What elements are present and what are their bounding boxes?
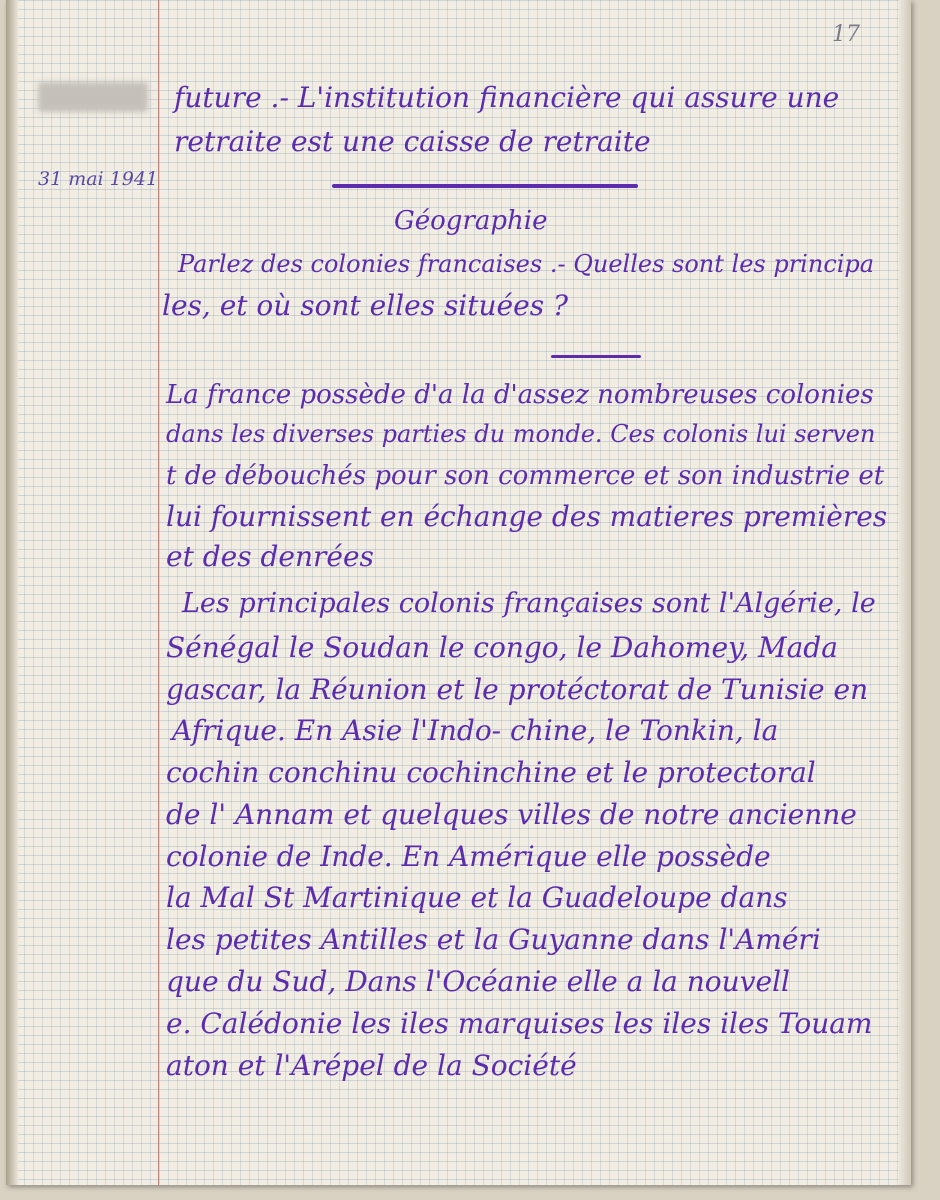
text-line-4: les, et où sont elles situées ? — [162, 289, 568, 322]
text-line-3: Parlez des colonies francaises .- Quelles sont les principa — [178, 250, 875, 278]
text-line-15: de l' Annam et quelques villes de notre ancienne — [166, 798, 857, 831]
text-line-10: Les principales colonis françaises sont l'Algérie, le — [182, 588, 876, 619]
page-right-edge — [899, 0, 911, 1185]
text-line-14: cochin conchinu cochinchine et le protectoral — [166, 756, 816, 789]
text-line-1: future .- L'institution financière qui assure une — [174, 81, 840, 114]
text-line-12: gascar, la Réunion et le protéctorat de Tunisie en — [166, 673, 869, 706]
text-line-2: retraite est une caisse de retraite — [174, 125, 651, 158]
text-line-18: les petites Antilles et la Guyanne dans l'Améri — [166, 923, 821, 956]
text-line-11: Sénégal le Soudan le congo, le Dahomey, Mada — [166, 631, 838, 664]
text-line-6: dans les diverses parties du monde. Ces colonis lui serven — [166, 420, 876, 448]
redacted-name — [38, 82, 148, 112]
page-number: 17 — [832, 22, 860, 47]
question-divider — [551, 355, 641, 358]
text-line-9: et des denrées — [166, 540, 374, 573]
margin-line — [158, 0, 159, 1185]
text-line-16: colonie de Inde. En Amérique elle possède — [166, 840, 771, 873]
section-divider — [332, 184, 638, 188]
text-line-20: e. Calédonie les iles marquises les iles iles Touam — [166, 1007, 873, 1040]
section-heading: Géographie — [394, 206, 548, 236]
notebook-page — [6, 0, 911, 1185]
text-line-7: t de débouchés pour son commerce et son industrie et — [166, 461, 885, 491]
text-line-21: aton et l'Arépel de la Société — [166, 1049, 577, 1082]
text-line-8: lui fournissent en échange des matieres premières — [166, 500, 888, 533]
margin-date: 31 mai 1941 — [38, 168, 159, 190]
page-binding-edge — [6, 0, 18, 1185]
text-line-19: que du Sud, Dans l'Océanie elle a la nouvell — [166, 965, 790, 998]
text-line-17: la Mal St Martinique et la Guadeloupe dans — [166, 881, 788, 914]
text-line-13: Afrique. En Asie l'Indo- chine, le Tonkin, la — [172, 714, 779, 747]
text-line-5: La france possède d'a la d'assez nombreuses colonies — [166, 380, 874, 410]
